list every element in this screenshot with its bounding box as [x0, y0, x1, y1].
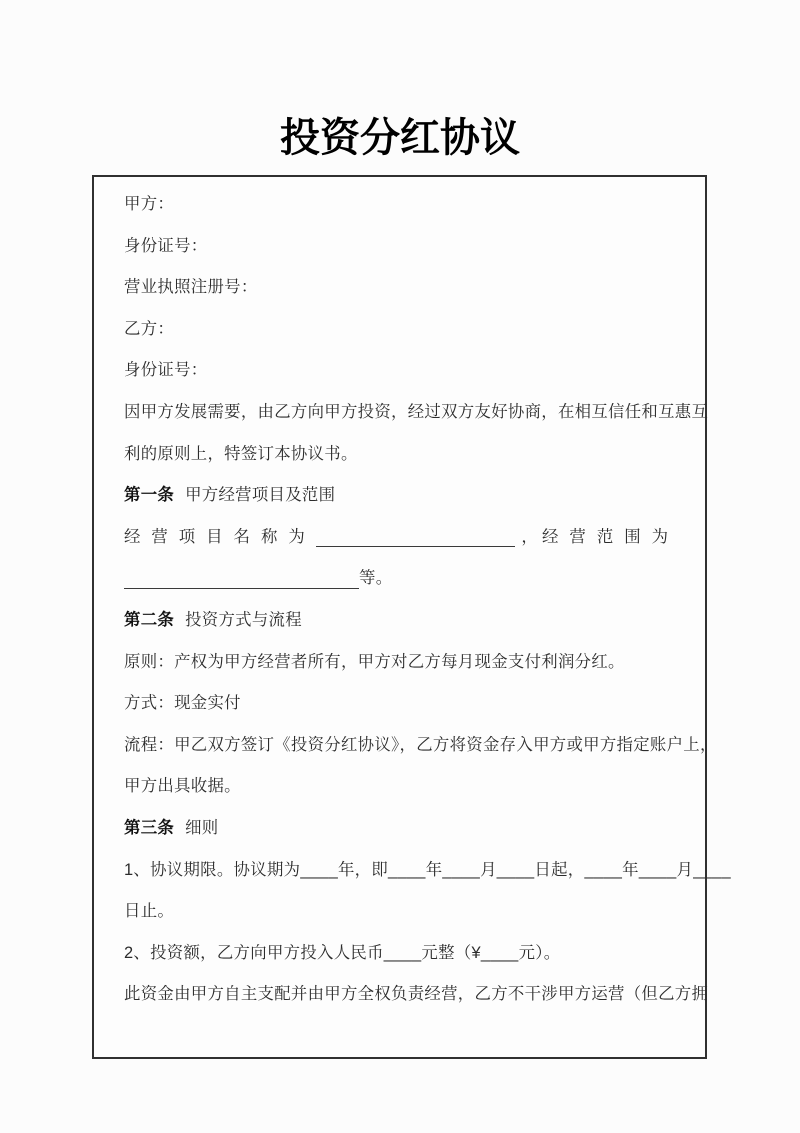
business-license-line [124, 267, 679, 309]
article-3-title: 细则 [185, 818, 219, 837]
business-scope-label: 经营范围为 [542, 527, 679, 546]
article-2-heading [124, 600, 679, 642]
preamble-text-1: 因甲方发展需要，由乙方向甲方投资，经过双方友好协商，在相互信任和互惠互 [124, 402, 709, 421]
business-scope-tail: 等。 [359, 569, 393, 588]
preamble-text-2: 利的原则上，特签订本协议书。 [124, 444, 358, 463]
separator-comma: ， [521, 527, 539, 546]
term-line-2 [124, 891, 679, 933]
article-3-number: 第三条 [124, 818, 175, 837]
term-line-1 [124, 850, 731, 892]
principle-text: 原则：产权为甲方经营者所有，甲方对乙方每月现金支付利润分红。 [124, 652, 625, 671]
business-name-label: 经营项目名称为 [124, 527, 316, 546]
party-a-label: 甲方： [124, 195, 175, 213]
fund-control-text: 此资金由甲方自主支配并由甲方全权负责经营，乙方不干涉甲方运营（但乙方拥 [124, 985, 709, 1004]
preamble-line-1 [124, 392, 709, 434]
business-name-fill-line [124, 517, 679, 559]
business-license-label: 营业执照注册号： [124, 278, 258, 297]
investment-amount-line [124, 933, 679, 975]
process-line-2 [124, 766, 679, 808]
article-2-number: 第二条 [124, 610, 175, 629]
business-scope-fill-line [124, 558, 679, 600]
investment-amount-text: 2、投资额，乙方向甲方投入人民币____元整（¥____元）。 [124, 943, 561, 962]
party-b-label-line [124, 309, 679, 351]
fund-control-line [124, 974, 709, 1016]
party-a-id-label: 身份证号： [124, 236, 208, 255]
blank-underline [124, 558, 359, 600]
blank-underline [316, 517, 516, 559]
contract-body-box [92, 175, 731, 1059]
article-2-title: 投资方式与流程 [185, 610, 302, 629]
article-1-title: 甲方经营项目及范围 [185, 486, 336, 505]
process-text-2: 甲方出具收据。 [124, 777, 241, 796]
article-1-heading [124, 475, 679, 517]
process-text-1: 流程：甲乙双方签订《投资分红协议》，乙方将资金存入甲方或甲方指定账户上， [124, 735, 717, 754]
party-b-id-label: 身份证号： [124, 361, 208, 380]
principle-line [124, 642, 679, 684]
party-b-id-line [124, 350, 679, 392]
article-1-number: 第一条 [124, 486, 175, 505]
term-text-1: 1、协议期限。协议期为____年，即____年____月____日起，____年____月____ [124, 860, 731, 879]
party-a-id-line [124, 226, 679, 268]
process-line-1 [124, 725, 717, 767]
party-a-label-line [124, 184, 679, 226]
preamble-line-2 [124, 434, 679, 476]
page-title: 投资分红协议 [280, 116, 520, 160]
term-text-2: 日止。 [124, 902, 175, 921]
method-text: 方式：现金实付 [124, 694, 241, 713]
article-3-heading [124, 808, 679, 850]
method-line [124, 683, 679, 725]
party-b-label: 乙方： [124, 319, 175, 338]
